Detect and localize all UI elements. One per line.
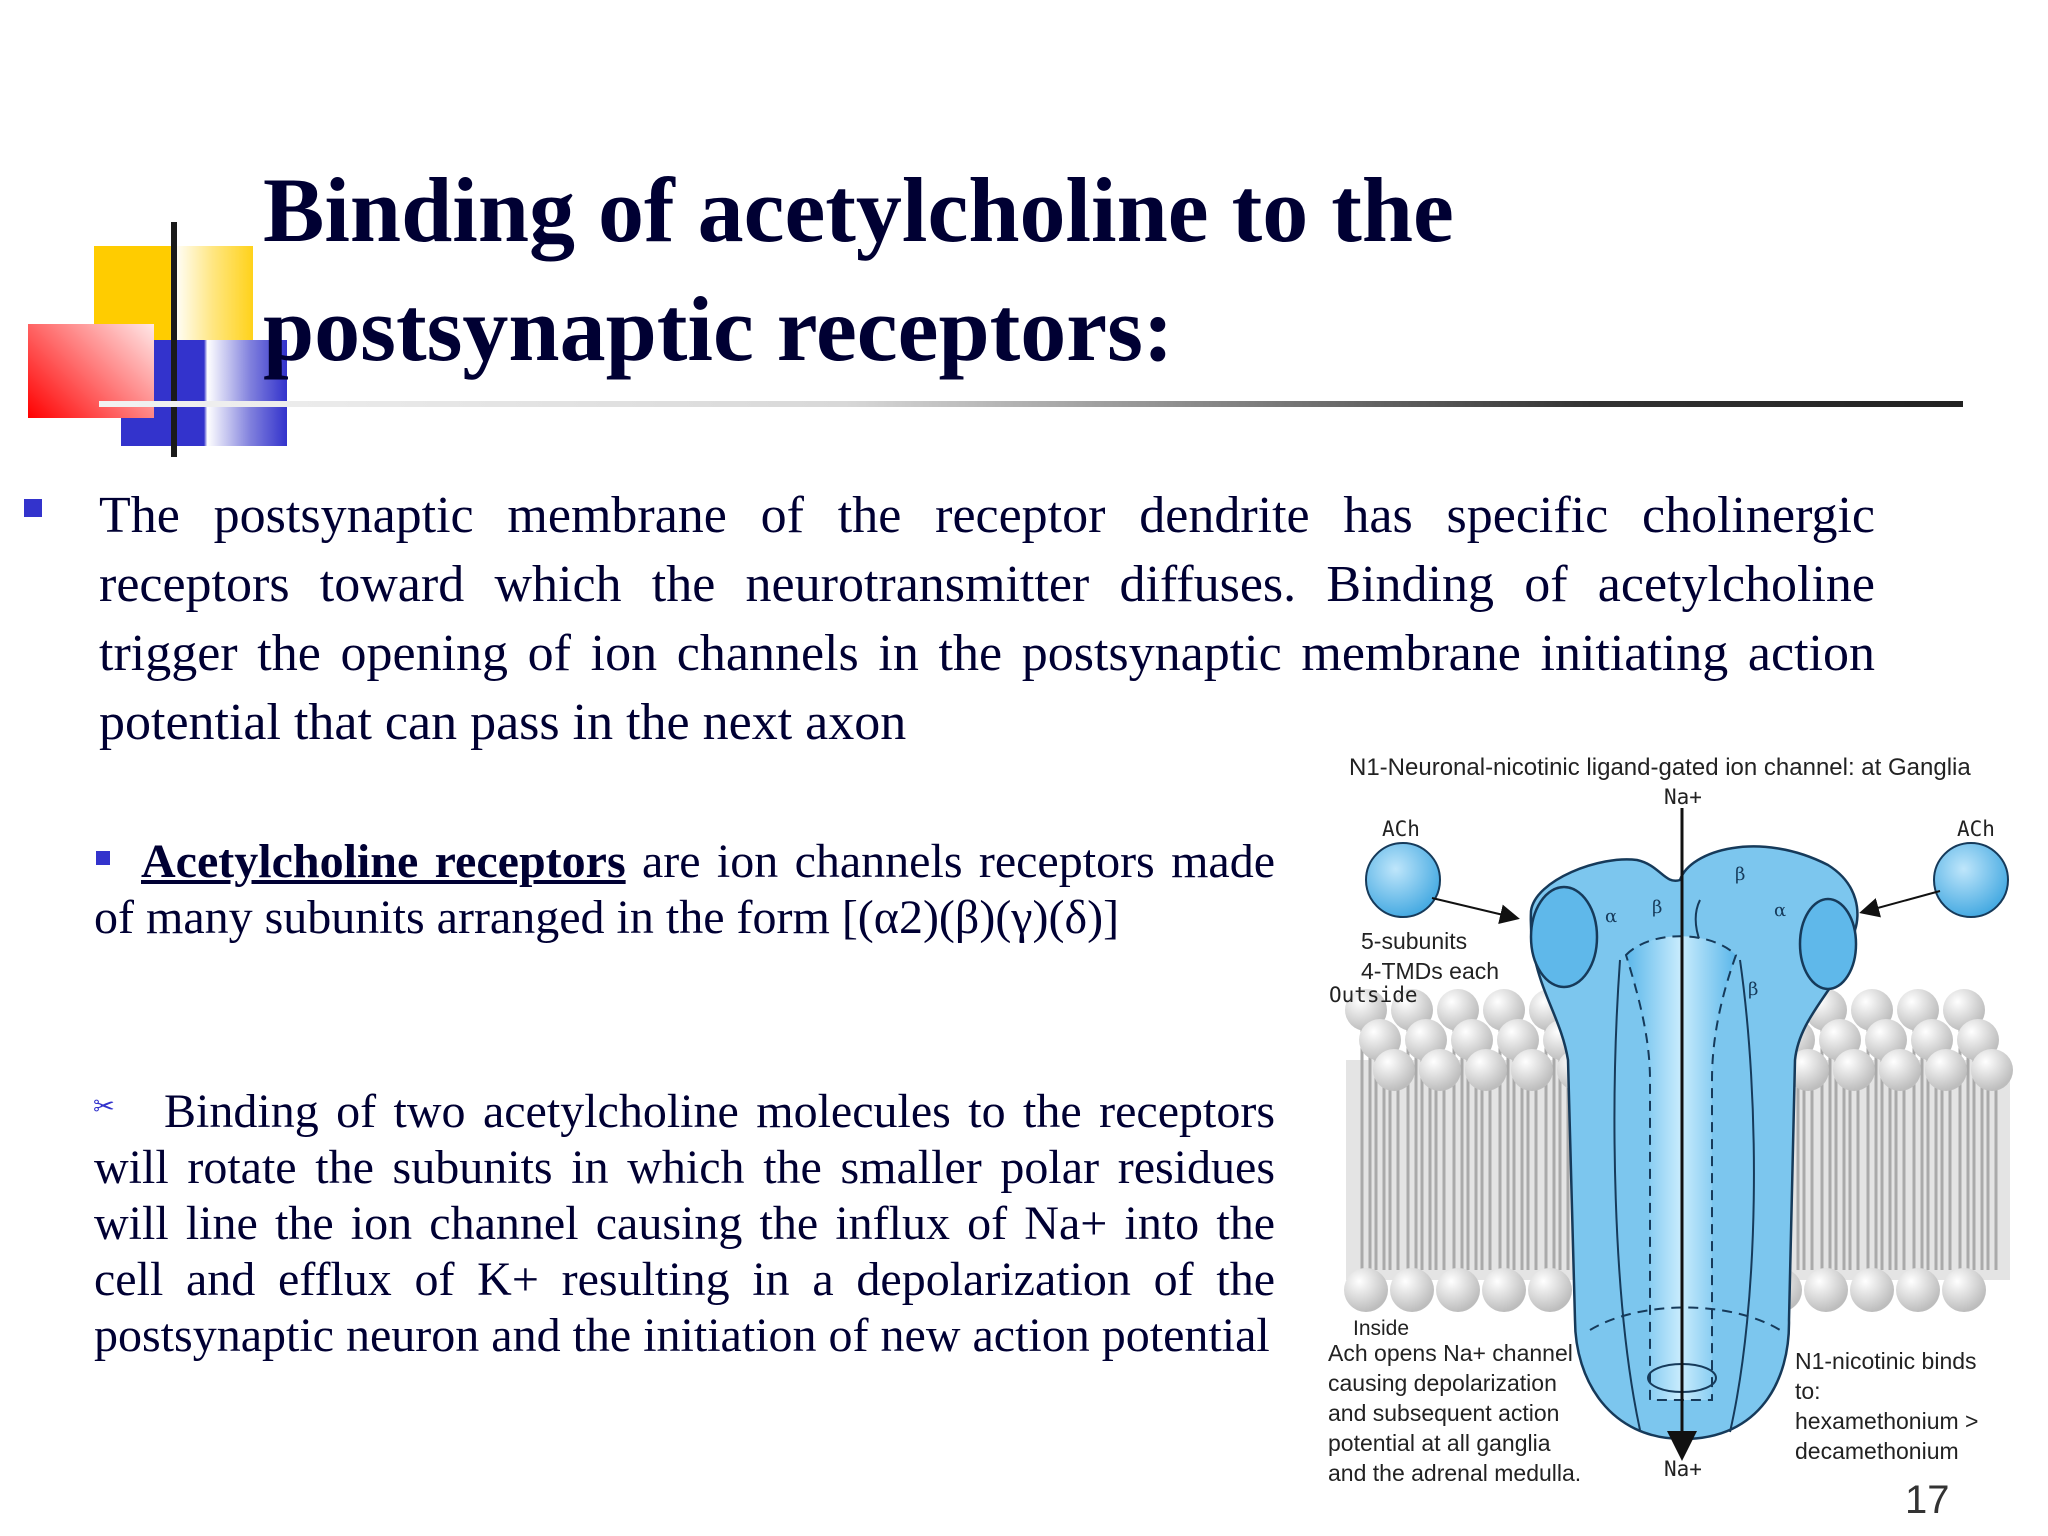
lipid-head <box>1373 1049 1415 1091</box>
lipid-head <box>1482 1268 1526 1312</box>
tmds-label: 4-TMDs each <box>1361 958 1500 984</box>
left-note-line: potential at all ganglia <box>1328 1430 1551 1456</box>
slide-title: Binding of acetylcholine to the postsynaptic receptors: <box>263 159 1454 380</box>
paragraph-binding-mechanism: Binding of two acetylcholine molecules to the receptors will rotate the subunits in which the smaller polar residues will line the ion channel causing the influx of Na+ into the cell and efflux of K+ resulting in a depolarization of the postsynaptic neuron and the initiation of new action potential <box>94 1085 1275 1362</box>
lipid-head <box>1804 1268 1848 1312</box>
lipid-head <box>1850 1268 1894 1312</box>
subunit-label: α <box>1605 906 1618 927</box>
diagram-title: N1-Neuronal-nicotinic ligand-gated ion channel: at Ganglia <box>1349 754 1971 781</box>
right-note-line: N1-nicotinic binds <box>1795 1348 1977 1374</box>
lipid-head <box>1833 1049 1875 1091</box>
logo-vertical-line <box>171 222 177 457</box>
left-note-line: causing depolarization <box>1328 1370 1557 1396</box>
ach-right-label: ACh <box>1957 817 1995 841</box>
scissors-bullet-icon: ✂ <box>93 1092 115 1122</box>
ach-molecule-left <box>1366 843 1440 917</box>
lipid-head <box>1528 1268 1572 1312</box>
paragraph2-text: are ion channels receptors made of many subunits arranged in the form [(α2)(β)(γ)(δ)] <box>94 835 1276 944</box>
lipid-head <box>1879 1049 1921 1091</box>
paragraph-postsynaptic-membrane: The postsynaptic membrane of the receptor dendrite has specific cholinergic receptors toward which the neurotransmitter diffuses. Binding of acetylcholine trigger the opening of ion channels in the postsynaptic membrane initiating action potential that can pass in the next axon <box>99 487 1875 751</box>
left-note-line: Ach opens Na+ channel <box>1328 1340 1573 1366</box>
inside-label: Inside <box>1353 1317 1410 1340</box>
lipid-head <box>1925 1049 1967 1091</box>
right-note-line: to: <box>1795 1378 1821 1404</box>
na-top-label: Na+ <box>1664 785 1702 809</box>
right-note-line: decamethonium <box>1795 1438 1959 1464</box>
ach-left-label: ACh <box>1382 817 1420 841</box>
lipid-head <box>1896 1268 1940 1312</box>
term-acetylcholine-receptors: Acetylcholine receptors <box>141 835 626 888</box>
paragraph-acetylcholine-receptors <box>94 834 1275 946</box>
lipid-head <box>1390 1268 1434 1312</box>
lipid-head <box>1942 1268 1986 1312</box>
left-note <box>1328 1338 1581 1488</box>
left-note-line: and subsequent action <box>1328 1400 1560 1426</box>
lipid-head <box>1419 1049 1461 1091</box>
subunit-label: β <box>1748 979 1759 1000</box>
title-rule <box>99 401 1963 407</box>
ach-molecule-right <box>1934 843 2008 917</box>
lipid-head <box>1436 1268 1480 1312</box>
right-note <box>1795 1346 1978 1466</box>
left-binding-site <box>1531 887 1597 987</box>
left-note-line: and the adrenal medulla. <box>1328 1460 1582 1486</box>
right-binding-site <box>1800 899 1856 989</box>
lipid-head <box>1511 1049 1553 1091</box>
page-number: 17 <box>1905 1478 1950 1522</box>
subunits-label: 5-subunits <box>1361 928 1468 954</box>
bullet-square-icon <box>24 499 42 517</box>
subunit-label: α <box>1774 900 1787 921</box>
outside-label: Outside <box>1329 983 1418 1007</box>
lipid-head <box>1971 1049 2013 1091</box>
subunit-label: β <box>1652 897 1663 918</box>
right-note-line: hexamethonium > <box>1795 1408 1979 1434</box>
na-bottom-label: Na+ <box>1664 1457 1702 1481</box>
lipid-head <box>1465 1049 1507 1091</box>
lipid-head <box>1344 1268 1388 1312</box>
subunit-label: β <box>1735 864 1746 885</box>
